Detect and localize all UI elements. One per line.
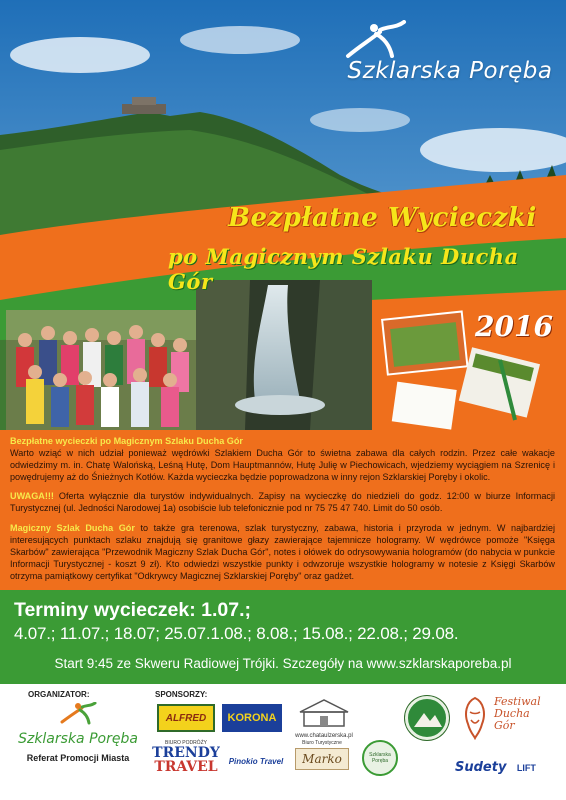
- lift-word: LIFT: [516, 763, 536, 773]
- info-text-1: Warto wziąć w nich udział ponieważ wędrówki Szlakiem Ducha Gór to świetna zabawa dla całych rodzin. Przez całe wakacje odwiedzimy m. in. Chatę Walońską, Leśną Hutę, Dom Hauptmannów, Hutę Julię w Piechowicach, wjedziemy wyciągiem na Szrenicę i powędrujemy aż do Śnieżnych Kotłów. Każda wycieczka będzie poprowadzona w inny rejon Szklarskiej Poręby i okolic.: [10, 448, 555, 483]
- organizer-label: ORGANIZATOR:: [28, 690, 90, 699]
- organizer-figure-icon: [58, 702, 98, 726]
- info-paragraph-3: [10, 522, 555, 582]
- sponsor-logo-round-small: Szklarska Poręba: [362, 740, 398, 776]
- sponsor-logo-alfred: ALFRED: [157, 704, 215, 732]
- dates-list: 4.07.; 11.07.; 18.07; 25.07.1.08.; 8.08.; 15.08.; 22.08.; 29.08.: [14, 624, 459, 643]
- festival-word-1: Festiwal: [494, 695, 541, 708]
- sponsor-logo-pinokio: Pinokio Travel: [228, 756, 284, 766]
- dates-start-info: Start 9:45 ze Skweru Radiowej Trójki. Szczegóły na www.szklarskaporeba.pl: [54, 656, 512, 671]
- brand-logo: [340, 20, 560, 84]
- info-paragraph-2: [10, 490, 555, 514]
- title-year: 2016: [475, 310, 553, 343]
- spirit-figure-icon: [460, 694, 490, 740]
- info-heading-2: UWAGA!!!: [10, 491, 54, 502]
- sponsors-label: SPONSORZY:: [155, 690, 208, 699]
- sudety-word: Sudety: [455, 760, 507, 775]
- sponsor-chata-url: www.chataulzerska.pl: [295, 733, 353, 739]
- dates-section: [0, 590, 566, 684]
- sponsor-logo-sudety-lift: [455, 758, 560, 780]
- footer: [0, 684, 566, 800]
- sponsor-logo-trendy-travel: [152, 740, 220, 782]
- organizer-dept: Referat Promocji Miasta: [26, 753, 130, 763]
- dates-title: Terminy wycieczek: 1.07.;: [14, 599, 252, 621]
- info-heading-1: Bezpłatne wycieczki po Magicznym Szlaku Ducha Gór: [10, 436, 243, 446]
- sponsor-logo-chata: [288, 698, 360, 740]
- brand-name: Szklarska Poręba: [347, 58, 553, 84]
- marko-tagline: Biuro Turystyczne: [302, 740, 342, 746]
- national-park-logo: [405, 696, 449, 740]
- info-heading-3: Magiczny Szlak Ducha Gór: [10, 522, 135, 533]
- organizer-name: Szklarska Poręba: [18, 731, 138, 747]
- sponsor-logo-marko: [292, 740, 352, 780]
- sponsor-logo-korona: KORONA: [222, 704, 282, 732]
- info-text-3: to także gra terenowa, szlak turystyczny, zabawa, historia i przyroda w jednym. W najbardziej interesujących punktach szlaku znajdują się granitowe głazy zawierające tajemnicze hologramy. W wędrówce pomoże "Księga Skarbów" zawierająca "Przewodnik Magiczny Szlak Ducha Gór", notes i ołówek do odrysowywania hologramów (do nabycia w punkcie Informacji Turystycznej - koszt 9 zł). Kto odwiedzi wszystkie punkty i odwzoruje wszystkie hologramy w notesie z Księgi Skarbów otrzyma pamiątkowy certyfikat "Odkrywcy Magicznej Szklarskiej Poręby" oraz gadżet.: [10, 522, 555, 581]
- festival-name: [494, 696, 541, 732]
- organizer-logo: [8, 702, 148, 762]
- title-main: Bezpłatne Wycieczki: [228, 203, 537, 233]
- info-section: [0, 430, 566, 590]
- festival-word-2: Ducha: [494, 707, 530, 720]
- marko-name: Marko: [295, 748, 349, 770]
- festival-logo: [460, 694, 560, 744]
- trendy-word: TRENDY: [152, 745, 220, 761]
- title-sub: po Magicznym Szlaku Ducha Gór: [168, 244, 519, 294]
- cottage-icon: [294, 698, 354, 728]
- mountain-emblem-icon: [408, 699, 446, 737]
- info-text-2: Oferta wyłącznie dla turystów indywidualnych. Zapisy na wycieczkę do niedzieli do godz. 12:00 w biurze Informacji Turystycznej (ul. Jedności Narodowej 1a) osobiście lub telefonicznie pod nr 75 75 47 740. Limit do 50 osób.: [10, 491, 555, 514]
- trendy-travel-tagline: BIURO PODRÓŻY: [165, 740, 207, 746]
- info-paragraph-1: [10, 435, 555, 483]
- festival-word-3: Gór: [494, 719, 515, 732]
- travel-word: TRAVEL: [154, 759, 218, 775]
